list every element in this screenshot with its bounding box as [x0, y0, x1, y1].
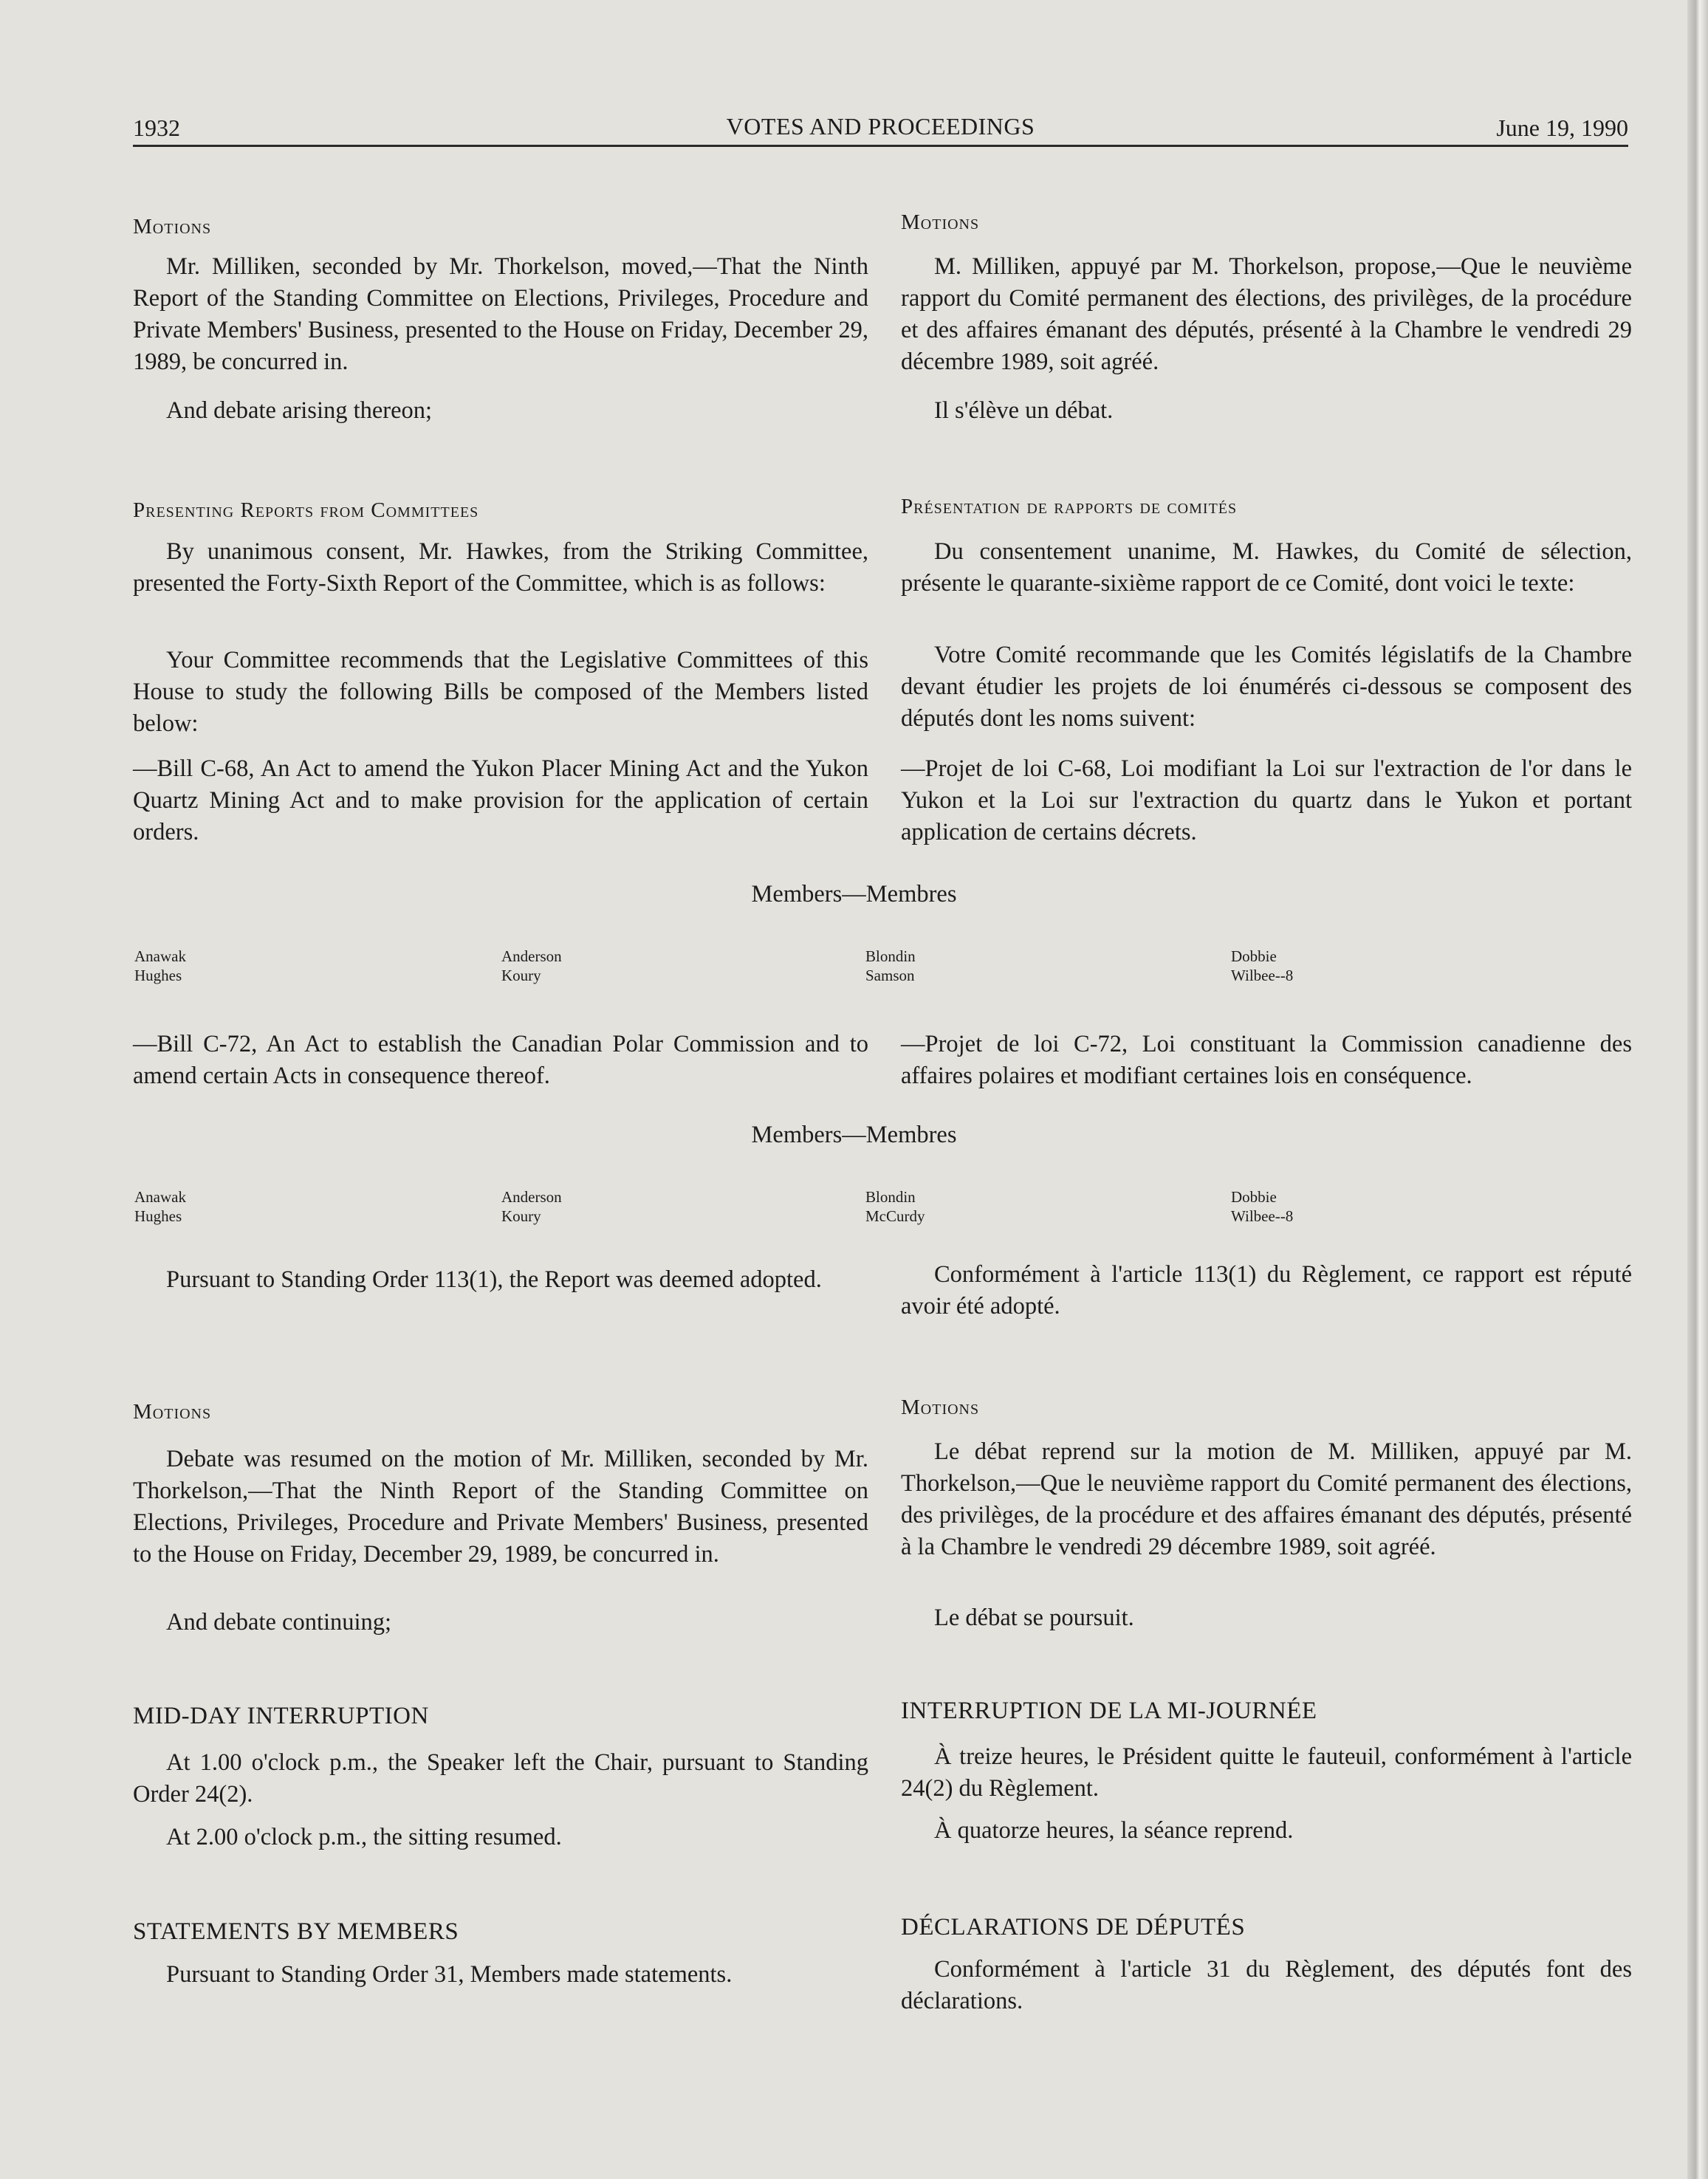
debate-continuing-fr: Le débat se poursuit.: [934, 1605, 1134, 1631]
debate-resumed-en: Debate was resumed on the motion of Mr. Milliken, seconded by Mr. Thorkelson,—That the Ninth Report of the Standing Committee on Elections, Privileges, Procedure and Private Members' Business, presented to the House on Friday, December 29, 1989, be concurred in.: [133, 1446, 868, 1568]
page-edge: [1687, 0, 1708, 2179]
members-heading-1: Members—Membres: [751, 881, 957, 907]
member-name: McCurdy: [865, 1207, 925, 1225]
members-list-2-col2: [501, 1187, 562, 1226]
motion-paragraph-fr: M. Milliken, appuyé par M. Thorkelson, propose,—Que le neuvième rapport du Comité permanent des élections, des privilèges, de la procédure et des affaires émanant des députés, présenté à la Chambre le vendredi 29 décembre 1989, soit agréé.: [901, 253, 1632, 375]
member-name: Samson: [865, 967, 915, 984]
debate-continuing-en: And debate continuing;: [166, 1609, 392, 1636]
members-list-2-col1: [134, 1187, 186, 1226]
debate-arising-fr: Il s'élève un débat.: [934, 397, 1114, 424]
report-adopted-fr: Conformément à l'article 113(1) du Règlement, ce rapport est réputé avoir été adopté.: [901, 1261, 1632, 1320]
member-name: Hughes: [134, 1207, 182, 1225]
midday-p2-fr: À quatorze heures, la séance reprend.: [934, 1817, 1294, 1844]
debate-arising-en: And debate arising thereon;: [166, 397, 433, 424]
member-name: Hughes: [134, 967, 182, 984]
member-name: Anawak: [134, 947, 186, 965]
reports-paragraph-en: By unanimous consent, Mr. Hawkes, from the Striking Committee, presented the Forty-Sixth Report of the Committee, which is as follows:: [133, 538, 868, 597]
member-name: Dobbie: [1231, 1188, 1277, 1206]
bill-c72-en: —Bill C-72, An Act to establish the Canadian Polar Commission and to amend certain Acts in consequence thereof.: [133, 1031, 868, 1089]
member-name: Anawak: [134, 1188, 186, 1206]
bill-c68-fr: —Projet de loi C-68, Loi modifiant la Loi sur l'extraction de l'or dans le Yukon et la Loi sur l'extraction du quartz dans le Yukon et portant application de certains décrets.: [901, 755, 1632, 845]
member-name: Wilbee--8: [1231, 967, 1294, 984]
page-number: 1932: [133, 114, 180, 141]
debate-resumed-fr: Le débat reprend sur la motion de M. Milliken, appuyé par M. Thorkelson,—Que le neuvième rapport du Comité permanent des élections, des privilèges, de la procédure et des affaires émanant des députés, présenté à la Chambre le vendredi 29 décembre 1989, soit agréé.: [901, 1438, 1632, 1560]
statements-heading-en: STATEMENTS BY MEMBERS: [133, 1918, 459, 1945]
running-header: [133, 108, 1628, 147]
members-list-1-col2: [501, 947, 562, 985]
members-list-2-col4: [1231, 1187, 1293, 1226]
members-list-1-col1: [134, 947, 186, 985]
motions-heading-en: Motions: [133, 215, 212, 239]
member-name: Blondin: [865, 1188, 916, 1206]
committee-recommends-fr: Votre Comité recommande que les Comités législatifs de la Chambre devant étudier les projets de loi énumérés ci-dessous se composent des députés dont les noms suivent:: [901, 642, 1632, 732]
members-list-1-col3: [865, 947, 916, 985]
member-name: Anderson: [501, 947, 562, 965]
bill-c72-fr: —Projet de loi C-72, Loi constituant la Commission canadienne des affaires polaires et modifiant certaines lois en conséquence.: [901, 1031, 1632, 1089]
member-name: Wilbee--8: [1231, 1207, 1294, 1225]
reports-heading-en: Presenting Reports from Committees: [133, 498, 479, 522]
member-name: Koury: [501, 967, 541, 984]
midday-p1-en: At 1.00 o'clock p.m., the Speaker left the Chair, pursuant to Standing Order 24(2).: [133, 1749, 868, 1808]
midday-heading-en: MID-DAY INTERRUPTION: [133, 1703, 429, 1729]
members-list-1-col4: [1231, 947, 1293, 985]
midday-p2-en: At 2.00 o'clock p.m., the sitting resumed.: [166, 1824, 562, 1850]
member-name: Anderson: [501, 1188, 562, 1206]
committee-recommends-en: Your Committee recommends that the Legislative Committees of this House to study the following Bills be composed of the Members listed below:: [133, 647, 868, 737]
statements-heading-fr: DÉCLARATIONS DE DÉPUTÉS: [901, 1914, 1246, 1940]
statements-p1-en: Pursuant to Standing Order 31, Members made statements.: [166, 1961, 733, 1988]
midday-p1-fr: À treize heures, le Président quitte le fauteuil, conformément à l'article 24(2) du Règlement.: [901, 1743, 1632, 1802]
header-title: VOTES AND PROCEEDINGS: [726, 113, 1035, 140]
statements-p1-fr: Conformément à l'article 31 du Règlement, des députés font des déclarations.: [901, 1956, 1632, 2014]
member-name: Koury: [501, 1207, 541, 1225]
motion-paragraph-en: Mr. Milliken, seconded by Mr. Thorkelson, moved,—That the Ninth Report of the Standing Committee on Elections, Privileges, Procedure and Private Members' Business, presented to the House on Friday, December 29, 1989, be concurred in.: [133, 253, 868, 375]
member-name: Blondin: [865, 947, 916, 965]
reports-paragraph-fr: Du consentement unanime, M. Hawkes, du Comité de sélection, présente le quarante-sixième rapport de ce Comité, dont voici le texte:: [901, 538, 1632, 597]
member-name: Dobbie: [1231, 947, 1277, 965]
bill-c68-en: —Bill C-68, An Act to amend the Yukon Placer Mining Act and the Yukon Quartz Mining Act and to make provision for the application of certain orders.: [133, 755, 868, 845]
reports-heading-fr: Présentation de rapports de comités: [901, 495, 1238, 518]
midday-heading-fr: INTERRUPTION DE LA MI-JOURNÉE: [901, 1698, 1317, 1724]
report-adopted-en: Pursuant to Standing Order 113(1), the Report was deemed adopted.: [166, 1266, 822, 1293]
header-date: June 19, 1990: [1496, 114, 1628, 141]
motions2-heading-en: Motions: [133, 1400, 212, 1424]
motions-heading-fr: Motions: [901, 210, 980, 234]
members-heading-2: Members—Membres: [751, 1122, 957, 1148]
motions2-heading-fr: Motions: [901, 1396, 980, 1419]
members-list-2-col3: [865, 1187, 925, 1226]
